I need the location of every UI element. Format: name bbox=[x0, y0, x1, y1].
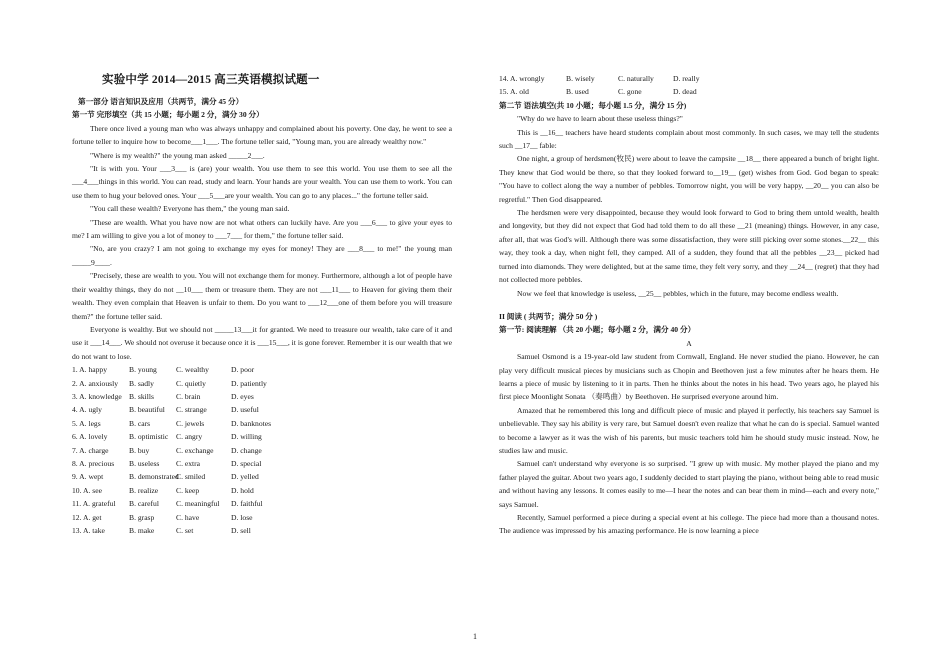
option-choice: B. young bbox=[129, 365, 157, 375]
cloze-paragraph: "Precisely, these are wealth to you. You will not exchange them for money. Furthermore, although a lot of people have their wealthy things, they do not __10___ them or treasure them. They are not ___11___ to Heaven for giving them their wealth. They even complain that Heaven is unfair to them. Do you want to ___12___one of them before you will treasure them?" the fortune teller said. bbox=[72, 271, 452, 321]
option-row bbox=[72, 403, 452, 416]
option-choice: D. dead bbox=[673, 87, 697, 97]
option-choice: C. smiled bbox=[176, 472, 206, 482]
option-choice: C. exchange bbox=[176, 445, 214, 455]
option-choice: 7. A. charge bbox=[72, 445, 109, 455]
option-choice: 1. A. happy bbox=[72, 365, 108, 375]
option-choice: B. cars bbox=[129, 418, 151, 428]
option-row bbox=[499, 85, 879, 98]
cloze-paragraph: "You call these wealth? Everyone has them," the young man said. bbox=[90, 204, 290, 214]
spacer bbox=[499, 300, 879, 310]
exam-title: 实验中学 2014—2015 高三英语模拟试题一 bbox=[102, 74, 320, 86]
option-choice: D. patiently bbox=[231, 378, 267, 388]
reading-paragraph: Samuel Osmond is a 19-year-old law student from Cornwall, England. He never studied the piano. However, he can play very difficult musical pieces by musicians such as Chopin and Beethoven just a few minutes after he hears them. He learns a piece of music by listening to it in parts. Then he thinks about the notes in his head. Two years ago, he played his first piece Moonlight Sonata （奏鸣曲）by Beethoven. He surprised everyone around him. bbox=[499, 352, 879, 402]
option-row bbox=[499, 72, 879, 85]
option-choice: 2. A. anxiously bbox=[72, 378, 118, 388]
option-row bbox=[72, 390, 452, 403]
option-choice: C. jewels bbox=[176, 418, 205, 428]
option-choice: C. quietly bbox=[176, 378, 206, 388]
option-row bbox=[72, 430, 452, 443]
option-choice: 4. A. ugly bbox=[72, 405, 102, 415]
option-choice: D. banknotes bbox=[231, 418, 272, 428]
option-choice: D. yelled bbox=[231, 472, 259, 482]
option-choice: C. gone bbox=[618, 87, 642, 97]
option-choice: B. used bbox=[566, 87, 589, 97]
option-choice: 9. A. wept bbox=[72, 472, 104, 482]
option-choice: B. make bbox=[129, 526, 155, 535]
part1-heading: 第一部分 语言知识及应用（共两节，满分 45 分） bbox=[78, 97, 244, 106]
grammar-paragraph: Now we feel that knowledge is useless, __25__ pebbles, which in the future, may become endless wealth. bbox=[517, 288, 839, 298]
option-row bbox=[72, 363, 452, 376]
section2-heading: 第二节 语法填空(共 10 小题；每小题 1.5 分，满分 15 分) bbox=[499, 100, 687, 110]
cloze-paragraph: There once lived a young man who was always unhappy and complained about his poverty. One day, he went to see a fortune teller to inquire how to become___1___. The fortune teller said, "Young man, you are already wealthy now." bbox=[72, 123, 452, 147]
reading-section-heading: 第一节: 阅读理解 （共 20 小题；每小题 2 分，满分 40 分） bbox=[499, 325, 696, 335]
grammar-paragraph: This is __16__ teachers have heard students complain about most commonly. In such cases, we may tell the students such __17__ fable: bbox=[499, 127, 879, 151]
option-choice: B. useless bbox=[129, 458, 160, 468]
option-row bbox=[72, 470, 452, 483]
option-choice: B. wisely bbox=[566, 74, 595, 83]
option-choice: C. extra bbox=[176, 458, 201, 468]
option-choice: 12. A. get bbox=[72, 512, 102, 522]
option-choice: B. sadly bbox=[129, 378, 154, 388]
option-choice: C. have bbox=[176, 512, 200, 522]
option-choice: 8. A. precious bbox=[72, 458, 115, 468]
option-choice: B. grasp bbox=[129, 512, 155, 522]
cloze-paragraph: "It is with you. Your ___3___ is (are) your wealth. You use them to see this world. You use them to see all the ___4___things in this world. You can read, study and learn. Your hands are your wealth. You can use them to work. You can use them to hug your beloved ones. Your ___5___are your wealth. You can go to any places..." the fortune teller said. bbox=[72, 164, 452, 200]
part2-heading: II 阅读 ( 共两节；满分 50 分 ) bbox=[499, 311, 598, 321]
option-choice: 14. A. wrongly bbox=[499, 74, 545, 83]
option-choice: D. hold bbox=[231, 485, 254, 495]
section1-heading: 第一节 完形填空（共 15 小题；每小题 2 分，满分 30 分） bbox=[72, 110, 264, 120]
option-choice: B. demonstrated bbox=[129, 472, 179, 482]
grammar-paragraph: The herdsmen were very disappointed, because they would look forward to God to bring them untold wealth, health and longevity, but they did not expect that God had told them to do all these __21 (meaning) things. However, in any case, after all, that was God's will. Although there was some dissatisfaction, they were still picking over some stones.__22__ this way, they took a day, when night fell, they camped. All of a sudden, they found that all the pebbles __23__ picked had turned into diamonds. They were delighted, but at the same time, they felt very sorry, and they __24__ (regret) that they had not collected more pebbles. bbox=[499, 208, 879, 285]
right-column bbox=[499, 72, 879, 538]
option-row bbox=[72, 417, 452, 430]
option-row bbox=[72, 484, 452, 497]
cloze-options-continued bbox=[499, 72, 879, 99]
option-row bbox=[72, 377, 452, 390]
cloze-options bbox=[72, 363, 452, 537]
option-choice: D. change bbox=[231, 445, 262, 455]
option-row bbox=[72, 444, 452, 457]
passage-label: A bbox=[686, 338, 692, 348]
reading-paragraph: Amazed that he remembered this long and difficult piece of music and played it perfectly, his teachers say Samuel is unbelievable. They say his ability is very rare, but Samuel doesn't even realize that what he can do is special. Samuel wanted to become a lawyer as it was the wish of his parents, but music teachers told him he should study music instead. Now, he studies law and music. bbox=[499, 405, 879, 455]
option-choice: 13. A. take bbox=[72, 526, 105, 535]
option-choice: C. set bbox=[176, 526, 194, 535]
cloze-paragraph: "Where is my wealth?" the young man asked _____2___. bbox=[90, 150, 265, 160]
option-choice: D. really bbox=[673, 74, 700, 83]
option-choice: C. meaningful bbox=[176, 499, 220, 509]
reading-passage bbox=[499, 350, 879, 538]
option-row bbox=[72, 457, 452, 470]
option-choice: C. naturally bbox=[618, 74, 654, 83]
option-choice: 15. A. old bbox=[499, 87, 529, 97]
grammar-passage bbox=[499, 112, 879, 300]
cloze-paragraph: "No, are you crazy? I am not going to exchange my eyes for money! They are ___8___ to me!" the young man _____9____. bbox=[72, 244, 452, 267]
option-choice: 5. A. legs bbox=[72, 418, 101, 428]
cloze-paragraph: Everyone is wealthy. But we should not _____13___it for granted. We need to treasure our wealth, take care of it and use it ___14___. We should not overuse it because once it is ___15___, it is gone forever. Remember it is our wealth that we do not want to lose. bbox=[72, 324, 452, 361]
option-choice: D. willing bbox=[231, 432, 262, 442]
option-choice: B. realize bbox=[129, 485, 159, 495]
left-column bbox=[72, 72, 452, 537]
option-choice: D. special bbox=[231, 458, 262, 468]
option-choice: D. lose bbox=[231, 512, 253, 522]
option-choice: D. sell bbox=[231, 526, 251, 535]
option-row bbox=[72, 511, 452, 524]
option-choice: D. eyes bbox=[231, 391, 254, 401]
grammar-paragraph: "Why do we have to learn about these useless things?" bbox=[517, 114, 683, 124]
reading-paragraph: Samuel can't understand why everyone is so surprised. "I grew up with music. My mother played the piano and my father played the guitar. About two years ago, I suddenly decided to start playing the piano, without being able to read music and without having any lessons. It comes easily to me—I hear the notes and can bear them in mind—each and every note," says Samuel. bbox=[499, 459, 879, 509]
option-choice: D. faithful bbox=[231, 499, 263, 509]
cloze-passage bbox=[72, 122, 452, 363]
option-choice: B. optimistic bbox=[129, 432, 169, 442]
option-row bbox=[72, 524, 452, 537]
reading-paragraph: Recently, Samuel performed a piece during a special event at his college. The piece had more than a thousand notes. The audience was impressed by his amazing performance. He is now learning a piece bbox=[499, 513, 879, 536]
cloze-paragraph: "These are wealth. What you have now are not what others can luckily have. Are you ___6___ to give your eyes to me? I am willing to give you a lot of money to ___7___ for them," the fortune teller said. bbox=[72, 217, 452, 241]
option-choice: B. skills bbox=[129, 391, 154, 401]
option-choice: B. careful bbox=[129, 499, 159, 509]
grammar-paragraph: One night, a group of herdsmen(牧民) were about to leave the campsite __18__ there appeared a bunch of bright light. They knew that God would be there, so that they looked forward to__19__ (get) wishes from God. God began to speak: "You have to collect along the way a number of pebbles. Tomorrow night, you will be very happy, __20__ you can also be regretful." Then God disappeared. bbox=[499, 154, 879, 204]
option-choice: C. wealthy bbox=[176, 365, 209, 375]
option-choice: D. useful bbox=[231, 405, 259, 415]
option-choice: 11. A. grateful bbox=[72, 499, 116, 509]
option-row bbox=[72, 497, 452, 510]
option-choice: D. poor bbox=[231, 365, 255, 375]
page-number: 1 bbox=[473, 632, 477, 641]
option-choice: C. strange bbox=[176, 405, 207, 415]
option-choice: C. angry bbox=[176, 432, 203, 442]
option-choice: 6. A. lovely bbox=[72, 432, 108, 442]
option-choice: B. buy bbox=[129, 445, 150, 455]
option-choice: 10. A. see bbox=[72, 485, 102, 495]
option-choice: C. brain bbox=[176, 391, 201, 401]
option-choice: 3. A. knowledge bbox=[72, 391, 122, 401]
option-choice: B. beautiful bbox=[129, 405, 165, 415]
option-choice: C. keep bbox=[176, 485, 200, 495]
